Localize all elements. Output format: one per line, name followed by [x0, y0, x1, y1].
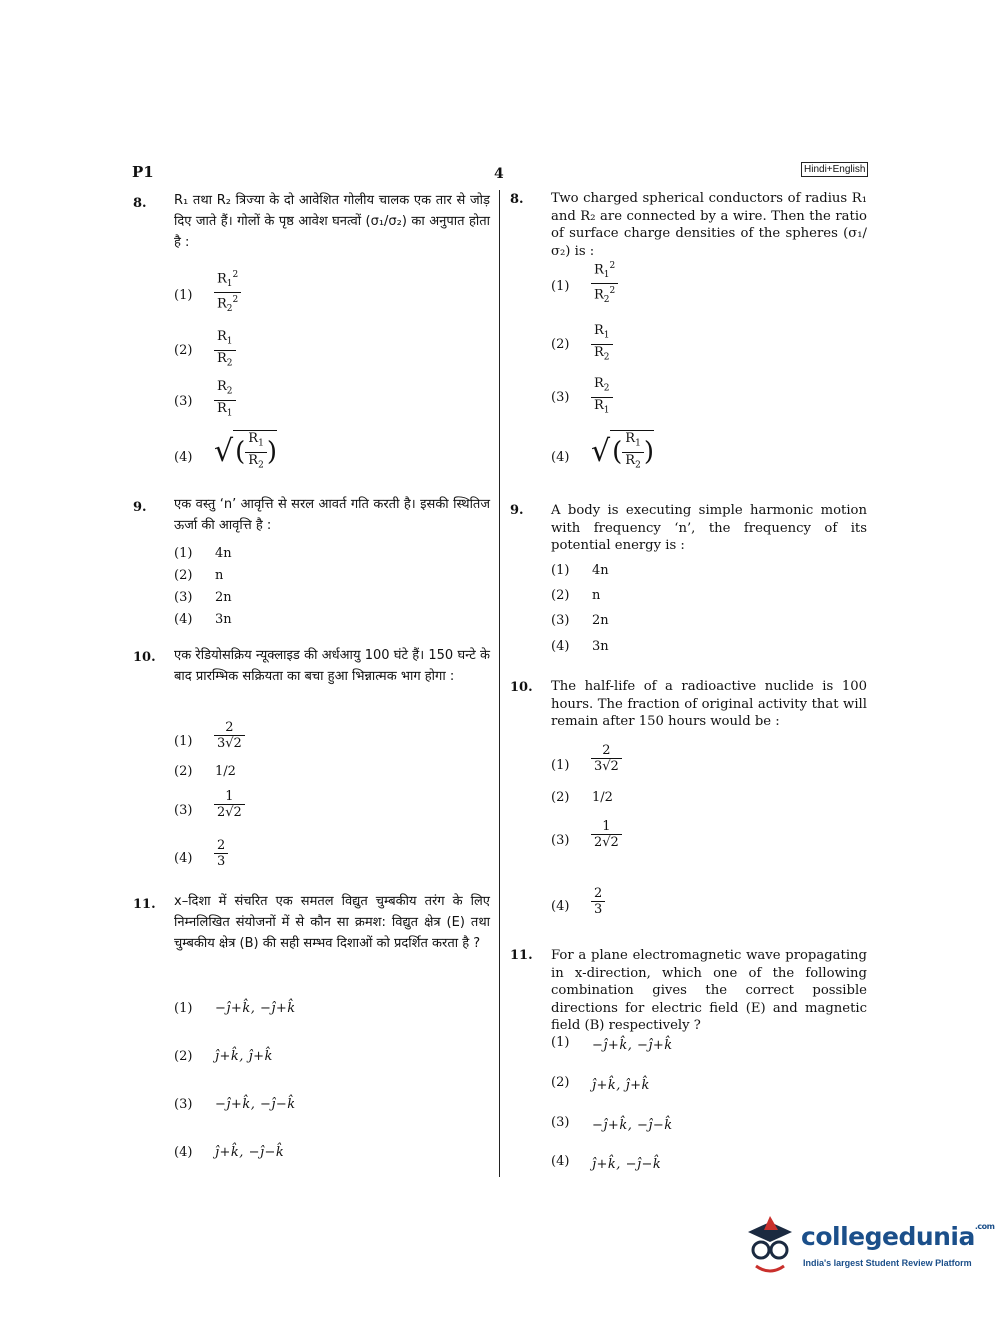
fraction-2-over-3root2: $\frac{2}{3√2}$ [214, 720, 245, 751]
option-label: (4) [551, 450, 570, 465]
vector-option: −ĵ+k̂, −ĵ−k̂ [592, 1118, 673, 1133]
question-number: 8. [133, 196, 147, 211]
question-number: 10. [133, 650, 156, 665]
sqrt-r1-over-r2: √ ( $\frac{R_1}{R_2}$ ) [591, 430, 654, 473]
option-label: (4) [551, 639, 570, 654]
option-label: (2) [551, 790, 570, 805]
question-number: 10. [510, 680, 533, 695]
option-label: (1) [174, 546, 193, 561]
fraction-r1sq-r2sq: $\frac{R_1^2}{R_2^2}$ [214, 268, 241, 317]
option-value: 1/2 [592, 790, 613, 805]
option-label: (1) [174, 288, 193, 303]
fraction-r1-r2: $\frac{R_1}{R_2}$ [591, 323, 613, 365]
question-text: R₁ तथा R₂ त्रिज्या के दो आवेशित गोलीय चालक एक तार से जोड़ दिए जाते हैं। गोलों के पृष्ठ आवेश घनत्वों (σ₁/σ₂) का अनुपात होता है : [174, 193, 490, 250]
column-divider [499, 190, 500, 1177]
question-number: 9. [133, 500, 147, 515]
option-value: 2n [592, 613, 609, 628]
option-label: (2) [551, 337, 570, 352]
option-label: (1) [551, 563, 570, 578]
option-label: (1) [174, 734, 193, 749]
vector-option: −ĵ+k̂, −ĵ+k̂ [215, 1001, 296, 1016]
vector-option: −ĵ+k̂, −ĵ+k̂ [592, 1038, 673, 1053]
question-text: एक रेडियोसक्रिय न्यूक्लाइड की अर्धआयु 100 घंटे हैं। 150 घन्टे के बाद प्रारम्भिक सक्रियता का बचा हुआ भिन्नात्मक भाग होगा : [174, 648, 490, 684]
logo-tagline: India's largest Student Review Platform [803, 1258, 972, 1268]
vector-option: ĵ+k̂, −ĵ−k̂ [215, 1145, 285, 1160]
fraction-r1sq-r2sq: $\frac{R_1^2}{R_2^2}$ [591, 259, 618, 308]
option-label: (4) [174, 851, 193, 866]
option-label: (4) [174, 1145, 193, 1160]
option-value: n [215, 568, 224, 583]
collegedunia-mascot-icon [740, 1210, 802, 1280]
option-value: 1/2 [215, 764, 236, 779]
option-value: 4n [215, 546, 232, 561]
question-number: 9. [510, 503, 524, 518]
option-label: (1) [551, 1035, 570, 1050]
option-label: (4) [551, 899, 570, 914]
option-value: 3n [215, 612, 232, 627]
fraction-r2-r1: $\frac{R_2}{R_1}$ [214, 379, 236, 421]
question-number: 11. [133, 897, 156, 912]
option-label: (4) [174, 612, 193, 627]
sqrt-r1-over-r2: √ ( $\frac{R_1}{R_2}$ ) [214, 430, 277, 473]
option-label: (3) [551, 390, 570, 405]
language-badge: Hindi+English [801, 162, 868, 177]
option-label: (2) [174, 568, 193, 583]
vector-option: ĵ+k̂, ĵ+k̂ [215, 1049, 273, 1064]
question-text: The half-life of a radioactive nuclide is 100 hours. The fraction of original activity that will remain after 150 hours would be : [551, 679, 867, 729]
fraction-r2-r1: $\frac{R_2}{R_1}$ [591, 376, 613, 418]
option-label: (4) [551, 1154, 570, 1169]
question-number: 11. [510, 948, 533, 963]
logo-name: collegedunia$^{.com}$ [801, 1222, 995, 1251]
option-value: 4n [592, 563, 609, 578]
option-label: (2) [174, 343, 193, 358]
fraction-2-over-3: $\frac{2}{3}$ [214, 838, 228, 869]
page-number: 4 [494, 166, 504, 182]
option-label: (4) [174, 450, 193, 465]
option-label: (2) [551, 588, 570, 603]
option-label: (2) [551, 1075, 570, 1090]
question-text: A body is executing simple harmonic motion with frequency ‘n’, the frequency of its potential energy is : [551, 503, 867, 553]
option-label: (3) [551, 613, 570, 628]
vector-option: ĵ+k̂, −ĵ−k̂ [592, 1157, 662, 1172]
option-label: (3) [551, 1115, 570, 1130]
question-text: Two charged spherical conductors of radius R₁ and R₂ are connected by a wire. Then the ratio of surface charge densities of the spheres (σ₁/σ₂) is : [551, 191, 867, 259]
option-label: (1) [551, 279, 570, 294]
option-label: (1) [551, 758, 570, 773]
question-text: For a plane electromagnetic wave propagating in x-direction, which one of the following combination gives the correct possible directions for electric field (E) and magnetic field (B) respectively ? [551, 948, 867, 1033]
fraction-2-over-3: $\frac{2}{3}$ [591, 886, 605, 917]
fraction-r1-r2: $\frac{R_1}{R_2}$ [214, 329, 236, 371]
fraction-2-over-3root2: $\frac{2}{3√2}$ [591, 743, 622, 774]
option-label: (2) [174, 764, 193, 779]
paper-code: P1 [132, 163, 154, 181]
fraction-1-over-2root2: $\frac{1}{2√2}$ [591, 819, 622, 850]
option-label: (3) [174, 590, 193, 605]
question-text: एक वस्तु ‘n’ आवृत्ति से सरल आवर्त गति करती है। इसकी स्थितिज ऊर्जा की आवृत्ति है : [174, 497, 490, 533]
fraction-1-over-2root2: $\frac{1}{2√2}$ [214, 789, 245, 820]
option-label: (3) [174, 1097, 193, 1112]
option-value: 2n [215, 590, 232, 605]
option-value: n [592, 588, 601, 603]
option-label: (2) [174, 1049, 193, 1064]
question-number: 8. [510, 192, 524, 207]
vector-option: −ĵ+k̂, −ĵ−k̂ [215, 1097, 296, 1112]
question-text: x–दिशा में संचरित एक समतल विद्युत चुम्बकीय तरंग के लिए निम्नलिखित संयोजनों में से कौन सा क्रमश: विद्युत क्षेत्र (E) तथा चुम्बकीय क्षेत्र (B) की सही सम्भव दिशाओं को प्रदर्शित करता है ? [174, 894, 490, 951]
option-label: (3) [174, 394, 193, 409]
option-label: (3) [174, 803, 193, 818]
option-label: (3) [551, 833, 570, 848]
option-value: 3n [592, 639, 609, 654]
vector-option: ĵ+k̂, ĵ+k̂ [592, 1078, 650, 1093]
option-label: (1) [174, 1001, 193, 1016]
